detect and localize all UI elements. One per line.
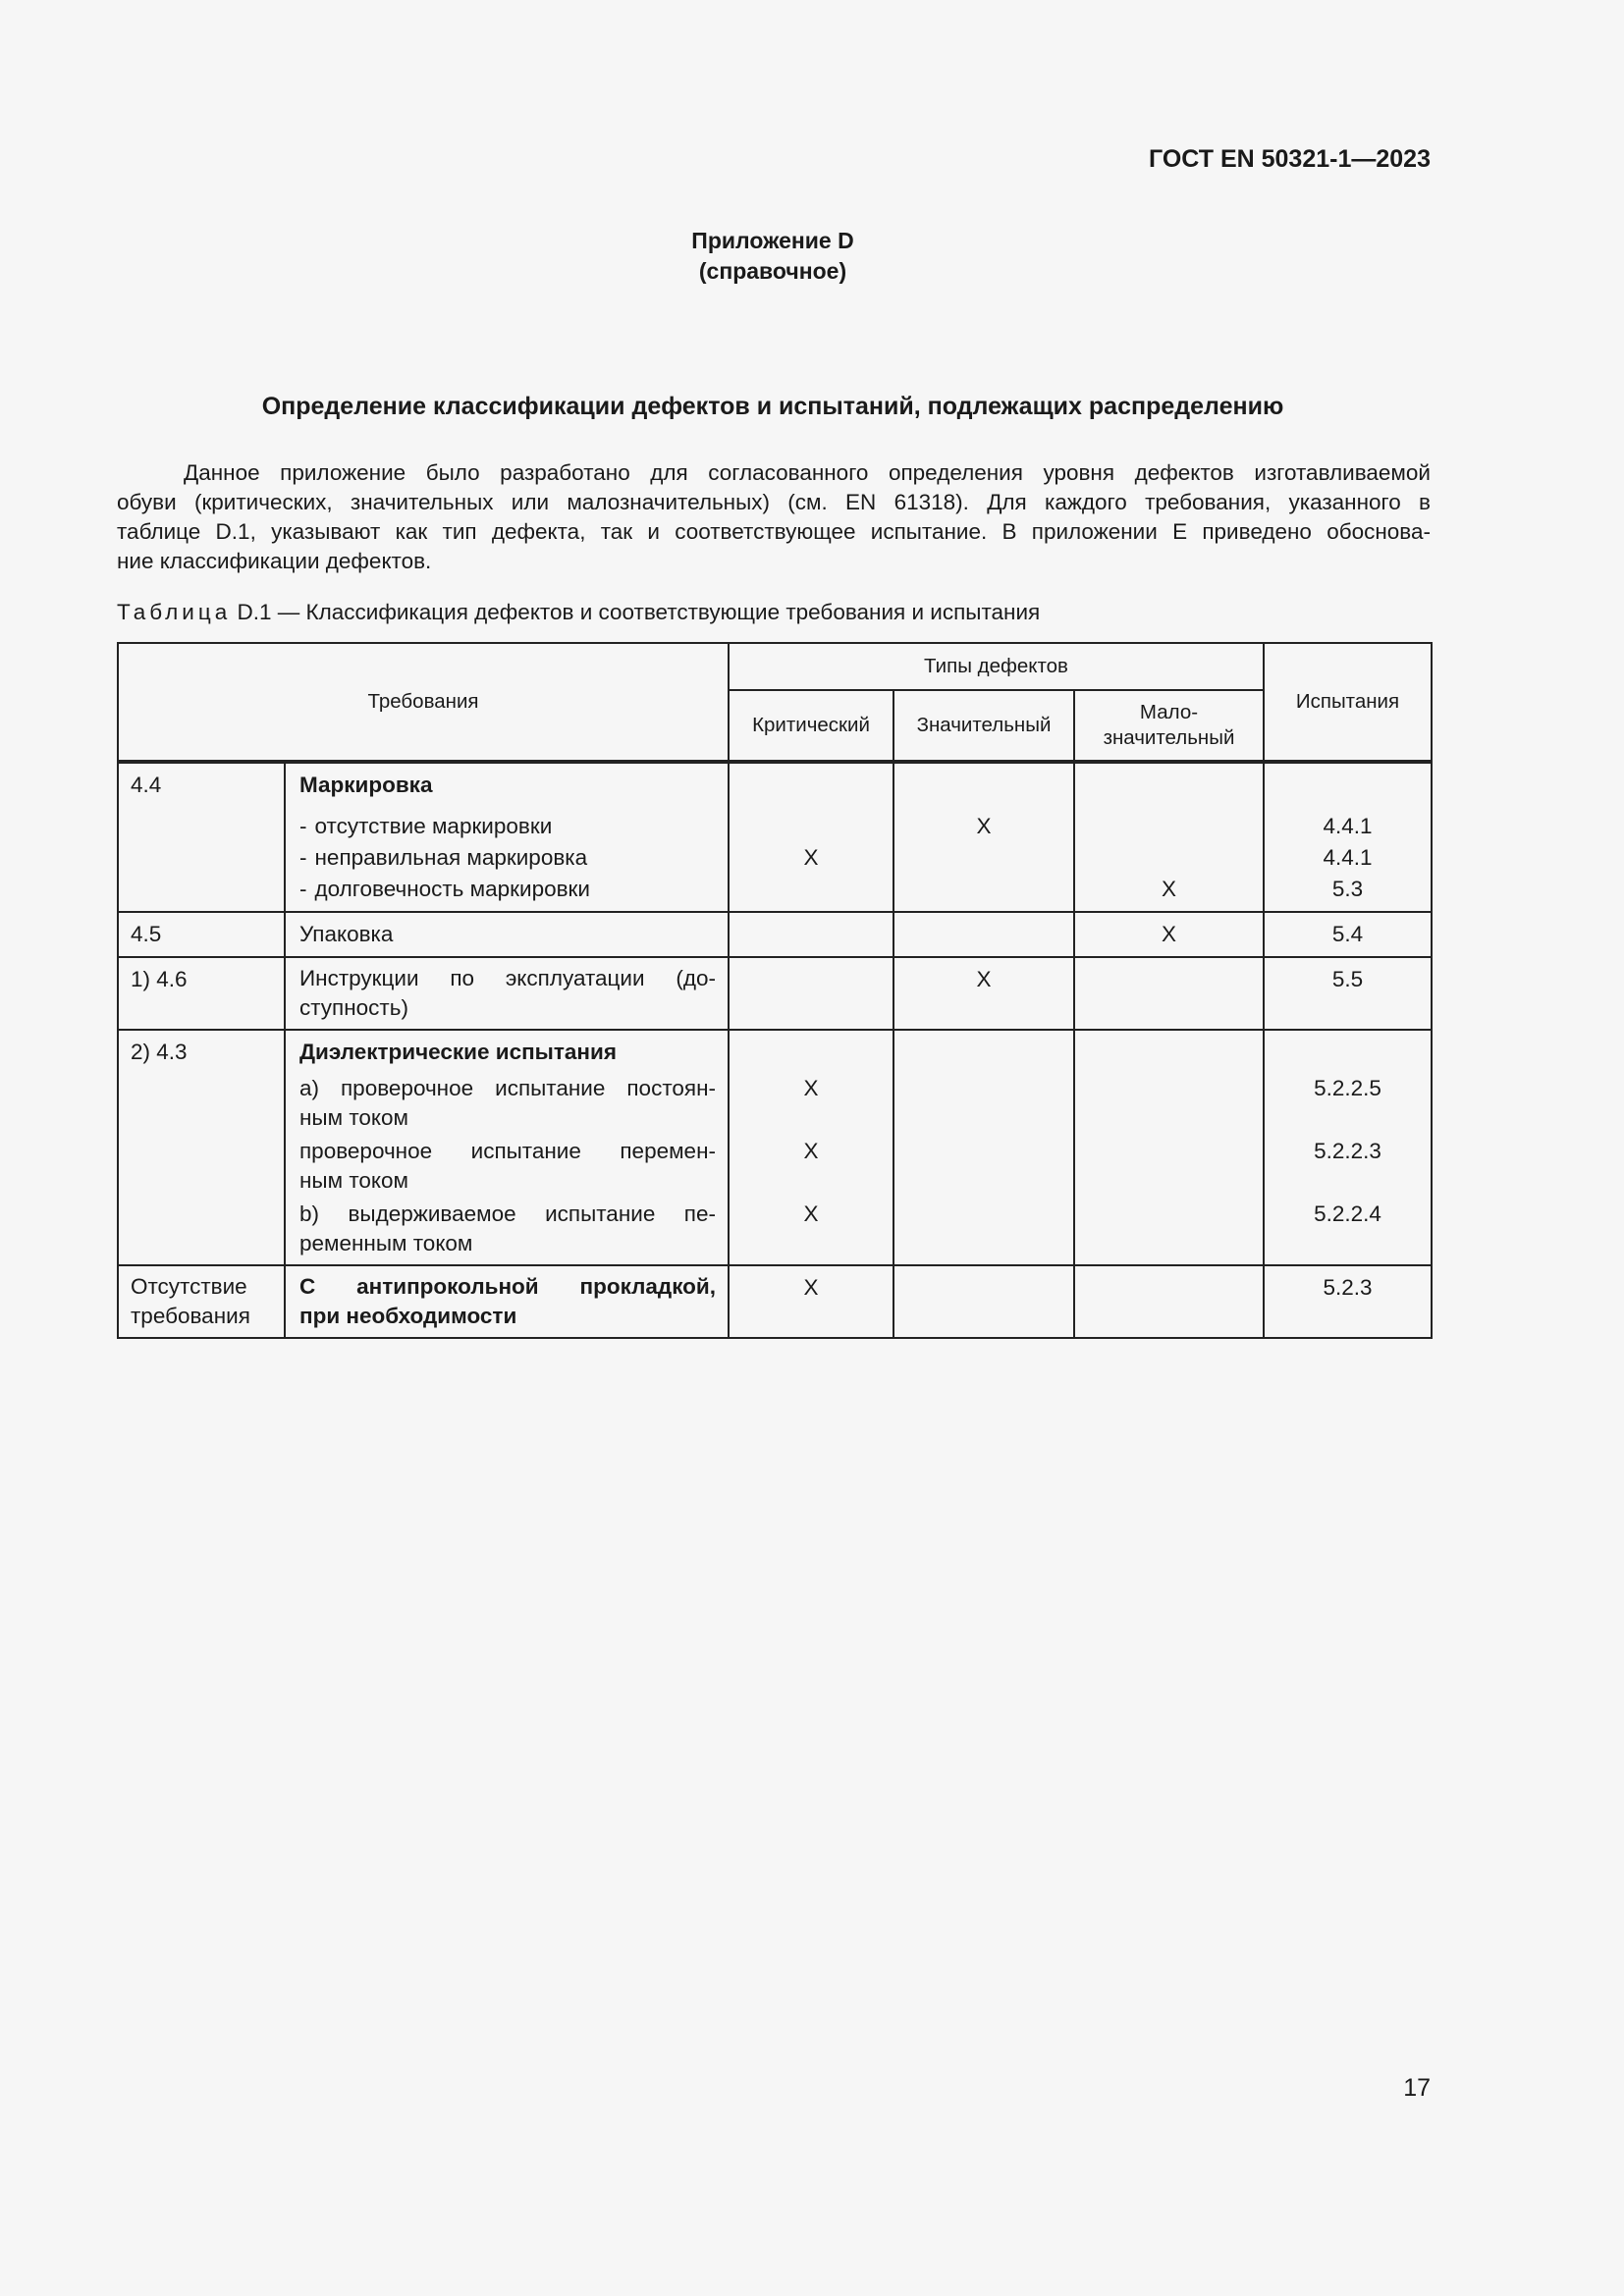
requirement-title: Маркировка bbox=[299, 773, 433, 797]
requirement-clause: 2) 4.3 bbox=[118, 1030, 285, 1265]
table-caption-label: Таблица bbox=[117, 600, 232, 624]
table-row bbox=[118, 957, 1432, 1030]
critical-cell: X bbox=[729, 1265, 893, 1338]
test-item-line: b) выдерживаемое испытание пе- bbox=[299, 1201, 716, 1226]
critical-cell: X bbox=[729, 762, 893, 912]
requirement-clause: 4.5 bbox=[118, 912, 285, 957]
minor-cell bbox=[1074, 1265, 1264, 1338]
annex-subtitle: (справочное) bbox=[698, 258, 847, 284]
description-line: при необходимости bbox=[299, 1304, 517, 1328]
defects-table bbox=[117, 642, 1433, 1339]
page-number: 17 bbox=[1403, 2074, 1431, 2102]
table-caption-text: D.1 — Классификация дефектов и соответствующие требования и испытания bbox=[237, 600, 1041, 624]
significant-cell bbox=[893, 1030, 1074, 1265]
header-defect-types: Типы дефектов bbox=[729, 643, 1264, 690]
test-cell: 5.2.3 bbox=[1264, 1265, 1432, 1338]
requirement-description bbox=[285, 957, 729, 1030]
requirement-description: Упаковка bbox=[285, 912, 729, 957]
requirement-title: Диэлектрические испытания bbox=[299, 1040, 617, 1064]
requirement-clause-line: требования bbox=[131, 1304, 250, 1328]
description-line: Инструкции по эксплуатации (до- bbox=[299, 966, 716, 990]
significant-cell: X bbox=[893, 762, 1074, 912]
requirement-clause bbox=[118, 1265, 285, 1338]
requirement-clause: 4.4 bbox=[118, 762, 285, 912]
description-line: ступность) bbox=[299, 995, 408, 1020]
table-row bbox=[118, 1030, 1432, 1265]
header-minor-line: значительный bbox=[1103, 726, 1235, 749]
test-cell: 5.2.2.5 5.2.2.3 5.2.2.4 bbox=[1264, 1030, 1432, 1265]
annex-heading bbox=[0, 226, 1545, 287]
significant-cell bbox=[893, 912, 1074, 957]
intro-line: Данное приложение было разработано для согласованного определения уровня дефектов изготавливаемой bbox=[184, 460, 1431, 485]
critical-cell bbox=[729, 957, 893, 1030]
test-cell: 5.5 bbox=[1264, 957, 1432, 1030]
test-item-line: ным током bbox=[299, 1168, 408, 1193]
requirement-description bbox=[285, 762, 729, 912]
intro-line: ние классификации дефектов. bbox=[117, 549, 432, 573]
minor-cell: X bbox=[1074, 762, 1264, 912]
header-minor-line: Мало- bbox=[1139, 701, 1199, 723]
requirement-description bbox=[285, 1030, 729, 1265]
intro-paragraph bbox=[117, 458, 1431, 576]
table-row bbox=[118, 762, 1432, 912]
header-minor bbox=[1074, 690, 1264, 762]
critical-cell bbox=[729, 912, 893, 957]
test-cell: 5.4 bbox=[1264, 912, 1432, 957]
requirement-description bbox=[285, 1265, 729, 1338]
section-title: Определение классификации дефектов и испытаний, подлежащих распределению bbox=[261, 393, 1284, 420]
header-significant: Значительный bbox=[893, 690, 1074, 762]
critical-cell: X X X bbox=[729, 1030, 893, 1265]
list-item: - неправильная маркировка bbox=[299, 845, 588, 870]
list-item: - отсутствие маркировки bbox=[299, 814, 553, 838]
minor-cell bbox=[1074, 1030, 1264, 1265]
list-item: - долговечность маркировки bbox=[299, 877, 590, 901]
header-tests: Испытания bbox=[1264, 643, 1432, 762]
test-item-line: ременным током bbox=[299, 1231, 473, 1255]
requirement-clause-line: Отсутствие bbox=[131, 1274, 247, 1299]
requirement-clause: 1) 4.6 bbox=[118, 957, 285, 1030]
significant-cell bbox=[893, 1265, 1074, 1338]
test-item-line: проверочное испытание перемен- bbox=[299, 1139, 716, 1163]
test-cell: 4.4.1 4.4.1 5.3 bbox=[1264, 762, 1432, 912]
header-requirements: Требования bbox=[118, 643, 729, 762]
table-row bbox=[118, 1265, 1432, 1338]
minor-cell: X bbox=[1074, 912, 1264, 957]
intro-line: обуви (критических, значительных или малозначительных) (см. EN 61318). Для каждого требования, указанного в bbox=[117, 490, 1431, 514]
table-row bbox=[118, 912, 1432, 957]
intro-line: таблице D.1, указывают как тип дефекта, так и соответствующее испытание. В приложении E приведено обоснова- bbox=[117, 519, 1431, 544]
minor-cell bbox=[1074, 957, 1264, 1030]
description-line: С антипрокольной прокладкой, bbox=[299, 1274, 716, 1299]
test-item-line: а) проверочное испытание постоян- bbox=[299, 1076, 716, 1100]
header-critical: Критический bbox=[729, 690, 893, 762]
annex-title: Приложение D bbox=[691, 228, 854, 253]
table-caption bbox=[117, 600, 1040, 625]
test-item-line: ным током bbox=[299, 1105, 408, 1130]
significant-cell: X bbox=[893, 957, 1074, 1030]
standard-code: ГОСТ EN 50321-1—2023 bbox=[1149, 145, 1431, 173]
